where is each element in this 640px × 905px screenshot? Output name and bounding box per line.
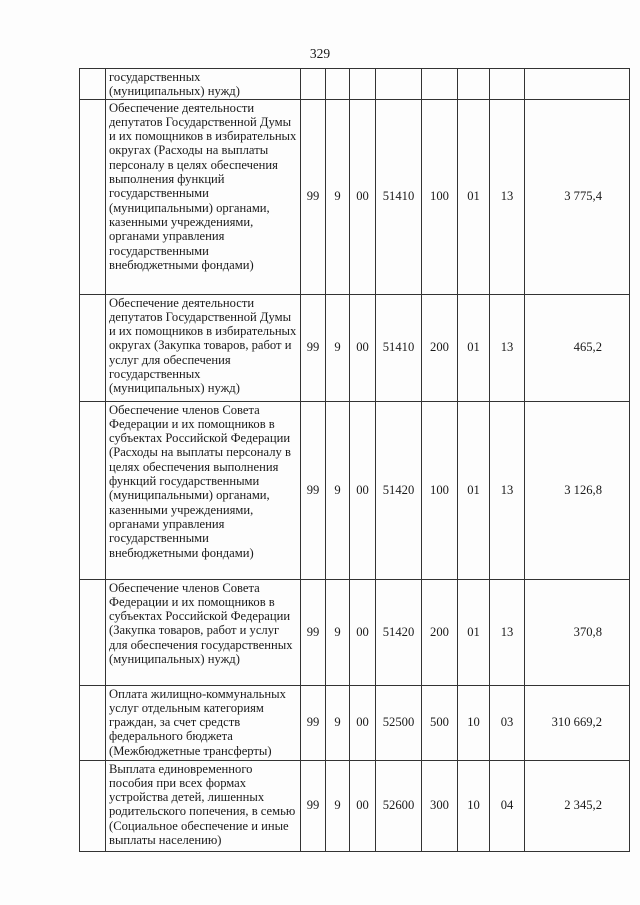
subprogram-code-cell xyxy=(326,69,350,100)
subsection-code-cell: 13 xyxy=(490,99,525,294)
direction-group-cell: 00 xyxy=(350,685,376,760)
expense-type-cell: 200 xyxy=(422,579,458,685)
subprogram-code-cell: 9 xyxy=(326,760,350,851)
subsection-code-cell: 13 xyxy=(490,294,525,401)
amount-cell: 3 775,4 xyxy=(525,99,630,294)
direction-code-cell xyxy=(376,69,422,100)
direction-group-cell: 00 xyxy=(350,401,376,579)
direction-code-cell: 52600 xyxy=(376,760,422,851)
direction-group-cell: 00 xyxy=(350,579,376,685)
row-index-cell xyxy=(80,294,106,401)
direction-code-cell: 52500 xyxy=(376,685,422,760)
direction-code-cell: 51420 xyxy=(376,401,422,579)
direction-group-cell: 00 xyxy=(350,294,376,401)
program-code-cell: 99 xyxy=(301,294,326,401)
direction-group-cell: 00 xyxy=(350,760,376,851)
program-code-cell: 99 xyxy=(301,685,326,760)
section-code-cell: 01 xyxy=(458,294,490,401)
program-code-cell: 99 xyxy=(301,99,326,294)
expense-name-cell: Обеспечение деятельности депутатов Государственной Думы и их помощников в избирательных округах (Расходы на выплаты персоналу в целях обеспечения выполнения функций государственными (муниципальными) органами, казенными учреждениями, органами управления государственными внебюджетными фондами) xyxy=(106,99,301,294)
direction-group-cell: 00 xyxy=(350,99,376,294)
row-index-cell xyxy=(80,685,106,760)
expense-name-cell: Обеспечение членов Совета Федерации и их помощников в субъектах Российской Федерации (Закупка товаров, работ и услуг для обеспечения государственных (муниципальных) нужд) xyxy=(106,579,301,685)
subprogram-code-cell: 9 xyxy=(326,579,350,685)
section-code-cell: 10 xyxy=(458,760,490,851)
row-index-cell xyxy=(80,401,106,579)
subprogram-code-cell: 9 xyxy=(326,685,350,760)
table-row xyxy=(80,760,630,851)
amount-cell xyxy=(525,69,630,100)
table-row xyxy=(80,685,630,760)
section-code-cell xyxy=(458,69,490,100)
expense-name-cell: Выплата единовременного пособия при всех формах устройства детей, лишенных родительского попечения, в семью (Социальное обеспечение и иные выплаты населению) xyxy=(106,760,301,851)
section-code-cell: 01 xyxy=(458,99,490,294)
program-code-cell: 99 xyxy=(301,579,326,685)
subprogram-code-cell: 9 xyxy=(326,294,350,401)
row-index-cell xyxy=(80,69,106,100)
expense-type-cell: 500 xyxy=(422,685,458,760)
expense-type-cell xyxy=(422,69,458,100)
direction-group-cell xyxy=(350,69,376,100)
expense-name-cell: Обеспечение членов Совета Федерации и их помощников в субъектах Российской Федерации (Расходы на выплаты персоналу в целях обеспечения выполнения функций государственными (муниципальными) органами, казенными учреждениями, органами управления государственными внебюджетными фондами) xyxy=(106,401,301,579)
row-index-cell xyxy=(80,760,106,851)
table-row xyxy=(80,294,630,401)
row-index-cell xyxy=(80,99,106,294)
section-code-cell: 01 xyxy=(458,579,490,685)
expense-type-cell: 200 xyxy=(422,294,458,401)
table-row xyxy=(80,401,630,579)
section-code-cell: 01 xyxy=(458,401,490,579)
row-index-cell xyxy=(80,579,106,685)
program-code-cell: 99 xyxy=(301,760,326,851)
direction-code-cell: 51410 xyxy=(376,294,422,401)
subsection-code-cell xyxy=(490,69,525,100)
table-row xyxy=(80,99,630,294)
page-number: 329 xyxy=(309,46,331,61)
subsection-code-cell: 04 xyxy=(490,760,525,851)
direction-code-cell: 51420 xyxy=(376,579,422,685)
subsection-code-cell: 03 xyxy=(490,685,525,760)
budget-table xyxy=(79,68,630,852)
section-code-cell: 10 xyxy=(458,685,490,760)
expense-name-cell: Обеспечение деятельности депутатов Государственной Думы и их помощников в избирательных округах (Закупка товаров, работ и услуг для обеспечения государственных (муниципальных) нужд) xyxy=(106,294,301,401)
subsection-code-cell: 13 xyxy=(490,401,525,579)
amount-cell: 465,2 xyxy=(525,294,630,401)
expense-name-cell: Оплата жилищно-коммунальных услуг отдельным категориям граждан, за счет средств федерального бюджета (Межбюджетные трансферты) xyxy=(106,685,301,760)
expense-name-cell: государственных (муниципальных) нужд) xyxy=(106,69,301,100)
amount-cell: 3 126,8 xyxy=(525,401,630,579)
program-code-cell: 99 xyxy=(301,401,326,579)
table-row xyxy=(80,579,630,685)
expense-type-cell: 300 xyxy=(422,760,458,851)
amount-cell: 370,8 xyxy=(525,579,630,685)
program-code-cell xyxy=(301,69,326,100)
expense-type-cell: 100 xyxy=(422,99,458,294)
subsection-code-cell: 13 xyxy=(490,579,525,685)
direction-code-cell: 51410 xyxy=(376,99,422,294)
subprogram-code-cell: 9 xyxy=(326,99,350,294)
expense-type-cell: 100 xyxy=(422,401,458,579)
subprogram-code-cell: 9 xyxy=(326,401,350,579)
amount-cell: 310 669,2 xyxy=(525,685,630,760)
amount-cell: 2 345,2 xyxy=(525,760,630,851)
table-row xyxy=(80,69,630,100)
